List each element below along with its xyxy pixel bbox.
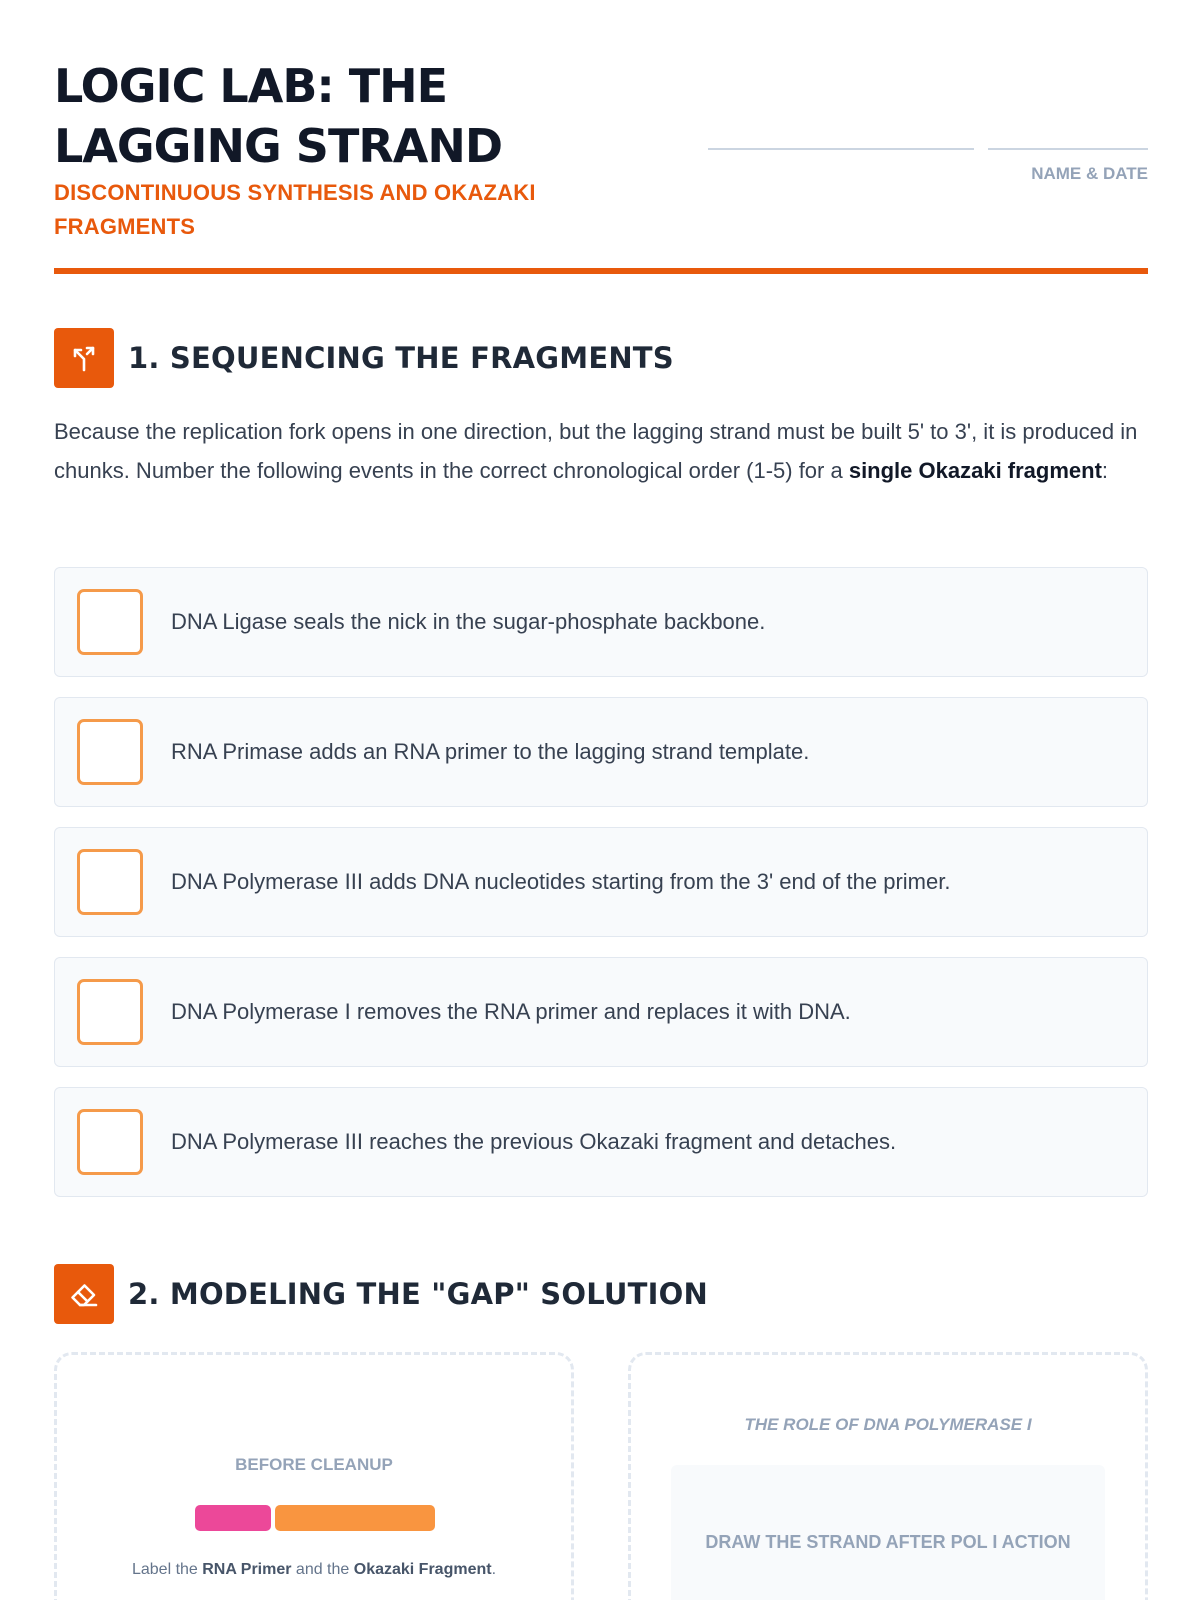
sequence-list — [54, 567, 1148, 1217]
section-1-instructions — [54, 412, 1148, 490]
sequence-item-text: DNA Polymerase III reaches the previous Okazaki fragment and detaches. — [171, 1129, 897, 1154]
rna-primer-bar — [195, 1505, 271, 1531]
date-line[interactable] — [988, 148, 1148, 150]
intro-emphasis: single Okazaki fragment — [848, 458, 1102, 483]
label-prefix: Label the — [131, 1561, 203, 1578]
label-primer: RNA Primer — [202, 1561, 292, 1578]
order-number-box[interactable] — [77, 849, 143, 915]
drawing-area[interactable] — [671, 1465, 1105, 1600]
sequence-item — [54, 697, 1148, 807]
pol-i-role-caption: THE ROLE OF DNA POLYMERASE I — [744, 1415, 1032, 1434]
pol-i-role-panel — [628, 1352, 1148, 1600]
intro-end: : — [1101, 458, 1109, 483]
section-1-header — [54, 328, 674, 388]
sequence-item — [54, 957, 1148, 1067]
okazaki-fragment-bar — [275, 1505, 435, 1531]
sequence-item-text: DNA Ligase seals the nick in the sugar-phosphate backbone. — [171, 609, 766, 634]
sequence-item-text: DNA Polymerase III adds DNA nucleotides starting from the 3' end of the primer. — [171, 869, 951, 894]
header-divider — [54, 268, 1148, 274]
drawing-prompt: DRAW THE STRAND AFTER POL I ACTION — [705, 1532, 1071, 1552]
sequence-item — [54, 827, 1148, 937]
before-cleanup-caption: BEFORE CLEANUP — [235, 1455, 393, 1474]
order-number-box[interactable] — [77, 979, 143, 1045]
sequence-item — [54, 1087, 1148, 1197]
order-number-box[interactable] — [77, 1109, 143, 1175]
label-end: . — [491, 1561, 497, 1578]
order-number-box[interactable] — [77, 719, 143, 785]
sequence-item-text: DNA Polymerase I removes the RNA primer and replaces it with DNA. — [171, 999, 851, 1024]
section-2-header — [54, 1264, 708, 1324]
eraser-icon — [54, 1264, 114, 1324]
sequence-item-text: RNA Primase adds an RNA primer to the lagging strand template. — [171, 739, 810, 764]
sequence-item — [54, 567, 1148, 677]
order-number-box[interactable] — [77, 589, 143, 655]
page-title: LOGIC LAB: THE LAGGING STRAND — [54, 59, 503, 173]
page-subtitle: DISCONTINUOUS SYNTHESIS AND OKAZAKI FRAGMENTS — [54, 180, 536, 239]
worksheet-header — [54, 56, 1148, 276]
label-instructions — [57, 1561, 571, 1579]
intro-text: Because the replication fork opens in one direction, but the lagging strand must be built 5' to 3', it is produced in chunks. Number the following events in the correct chronological order (1-5) for a — [54, 419, 1138, 483]
name-line[interactable] — [708, 148, 974, 150]
split-arrow-icon — [54, 328, 114, 388]
label-mid: and the — [291, 1561, 354, 1578]
section-2-title: 2. MODELING THE "GAP" SOLUTION — [128, 1277, 708, 1311]
name-date-label: NAME & DATE — [1031, 164, 1148, 183]
before-cleanup-panel — [54, 1352, 574, 1600]
label-fragment: Okazaki Fragment — [353, 1561, 492, 1578]
section-1-title: 1. SEQUENCING THE FRAGMENTS — [128, 341, 674, 375]
